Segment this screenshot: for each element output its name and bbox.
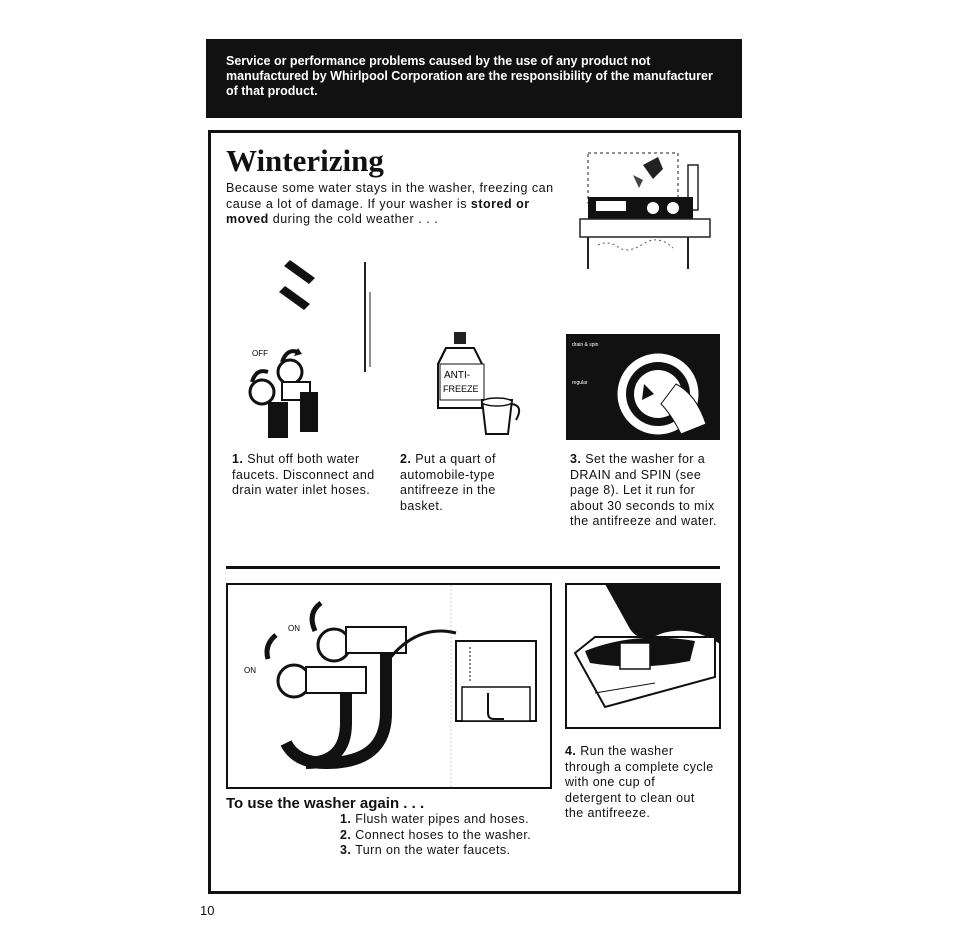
use-again-item-1 [340,812,531,828]
off-label: OFF [252,349,268,358]
step-3-number: 3. [570,452,582,466]
step-2-number: 2. [400,452,412,466]
on-label-upper: ON [288,624,300,633]
use-again-item-3-text: Turn on the water faucets. [355,843,511,857]
use-again-item-1-number: 1. [340,812,352,826]
faucets-off-illustration [240,252,380,442]
dial-label-left: regular [572,380,588,386]
intro-text-before: Because some water stays in the washer, freezing can cause a lot of damage. If your washer is [226,181,554,211]
use-again-item-2-text: Connect hoses to the washer. [355,827,532,842]
use-again-item-1-text: Flush water pipes and hoses. [355,812,530,826]
intro-text-after: during the cold weather . . . [268,212,439,226]
page-title: Winterizing [226,143,384,178]
faucets-on-illustration [226,583,552,789]
use-again-item-3-number: 3. [340,843,352,857]
page-number: 10 [200,903,215,918]
step-1-number: 1. [232,452,244,466]
washer-detergent-illustration [565,583,721,729]
step-4 [565,744,715,822]
use-again-heading: To use the washer again . . . [226,795,425,812]
use-again-list [340,812,531,859]
step-3 [570,452,722,530]
use-again-item-3 [340,843,531,859]
dial-label-top: drain & spin [572,342,599,348]
antifreeze-label-line1: ANTI- [444,370,471,381]
step-2-text: Put a quart of automobile-type antifreeze in the basket. [400,452,496,513]
antifreeze-label-line2: FREEZE [443,384,479,394]
step-4-text: Run the washer through a complete cycle with one cup of detergent to clean out the antifreeze. [565,744,714,820]
step-1-text: Shut off both water faucets. Disconnect and drain water inlet hoses. [232,452,375,497]
step-2 [400,452,542,514]
step-4-number: 4. [565,744,577,758]
antifreeze-jug-illustration [432,328,528,438]
section-divider [226,566,720,569]
cycle-dial-illustration [566,334,720,440]
intro-paragraph [226,181,576,228]
step-1 [232,452,382,499]
warning-banner [206,39,742,118]
step-3-text: Set the washer for a DRAIN and SPIN (see page 8). Let it run for about 30 seconds to mix the antifreeze and water. [570,452,717,528]
on-label-lower: ON [244,666,256,675]
intro-text-bold: stored or moved [226,196,530,226]
use-again-item-2 [340,828,531,844]
warning-banner-text: Service or performance problems caused by the use of any product not manufactured by Whirlpool Corporation are the responsibility of the manufacturer of that product. [226,54,713,98]
cold-room-washer-illustration [578,145,720,271]
use-again-item-2-number: 2. [340,827,352,842]
